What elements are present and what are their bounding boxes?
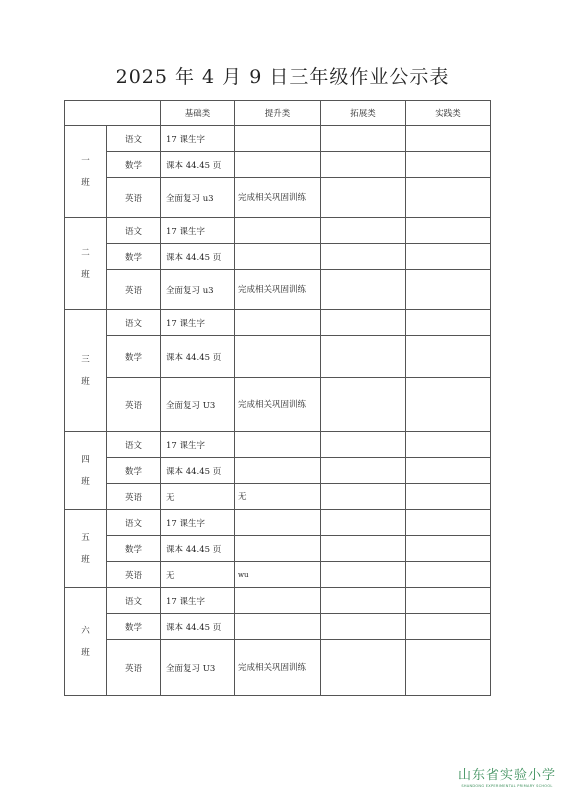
improve-homework-cell — [235, 432, 321, 458]
subject-cell: 数学 — [107, 244, 161, 270]
improve-homework-cell: 完成相关巩固训练 — [235, 378, 321, 432]
table-row — [65, 640, 491, 696]
improve-homework-cell: 完成相关巩固训练 — [235, 640, 321, 696]
extend-homework-cell — [321, 378, 406, 432]
subject-cell: 英语 — [107, 484, 161, 510]
practice-homework-cell — [406, 126, 491, 152]
class-name-cell: 六 班 — [65, 588, 107, 696]
logo-english-name: SHANDONG EXPERIMENTAL PRIMARY SCHOOL — [461, 784, 553, 788]
table-row — [65, 536, 491, 562]
header-blank — [65, 101, 161, 126]
basic-homework-cell: 全面复习 u3 — [161, 270, 235, 310]
improve-homework-cell — [235, 244, 321, 270]
subject-cell: 英语 — [107, 562, 161, 588]
practice-homework-cell — [406, 152, 491, 178]
practice-homework-cell — [406, 270, 491, 310]
basic-homework-cell: 全面复习 U3 — [161, 640, 235, 696]
table-row — [65, 588, 491, 614]
practice-homework-cell — [406, 458, 491, 484]
extend-homework-cell — [321, 126, 406, 152]
extend-homework-cell — [321, 310, 406, 336]
improve-homework-cell — [235, 126, 321, 152]
class-name-cell: 一 班 — [65, 126, 107, 218]
practice-homework-cell — [406, 218, 491, 244]
basic-homework-cell: 课本 44.45 页 — [161, 244, 235, 270]
improve-homework-cell — [235, 588, 321, 614]
table-row — [65, 562, 491, 588]
extend-homework-cell — [321, 588, 406, 614]
class-name-cell: 四 班 — [65, 432, 107, 510]
subject-cell: 英语 — [107, 270, 161, 310]
table-row — [65, 310, 491, 336]
improve-homework-cell — [235, 614, 321, 640]
extend-homework-cell — [321, 458, 406, 484]
header-basic: 基础类 — [161, 101, 235, 126]
school-logo — [458, 764, 556, 788]
subject-cell: 数学 — [107, 458, 161, 484]
basic-homework-cell: 17 课生字 — [161, 588, 235, 614]
improve-homework-cell — [235, 510, 321, 536]
practice-homework-cell — [406, 378, 491, 432]
extend-homework-cell — [321, 536, 406, 562]
basic-homework-cell: 17 课生字 — [161, 310, 235, 336]
extend-homework-cell — [321, 562, 406, 588]
basic-homework-cell: 17 课生字 — [161, 218, 235, 244]
subject-cell: 数学 — [107, 336, 161, 378]
subject-cell: 数学 — [107, 614, 161, 640]
practice-homework-cell — [406, 640, 491, 696]
subject-cell: 语文 — [107, 588, 161, 614]
subject-cell: 语文 — [107, 126, 161, 152]
table-row — [65, 510, 491, 536]
homework-table — [64, 100, 491, 696]
basic-homework-cell: 全面复习 u3 — [161, 178, 235, 218]
improve-homework-cell: 无 — [235, 484, 321, 510]
improve-homework-cell — [235, 310, 321, 336]
extend-homework-cell — [321, 484, 406, 510]
basic-homework-cell: 17 课生字 — [161, 432, 235, 458]
header-extend: 拓展类 — [321, 101, 406, 126]
class-name-cell: 五 班 — [65, 510, 107, 588]
subject-cell: 数学 — [107, 536, 161, 562]
subject-cell: 数学 — [107, 152, 161, 178]
extend-homework-cell — [321, 432, 406, 458]
practice-homework-cell — [406, 562, 491, 588]
basic-homework-cell: 无 — [161, 484, 235, 510]
improve-homework-cell — [235, 336, 321, 378]
subject-cell: 语文 — [107, 510, 161, 536]
practice-homework-cell — [406, 484, 491, 510]
header-row — [65, 101, 491, 126]
class-name-cell: 三 班 — [65, 310, 107, 432]
basic-homework-cell: 课本 44.45 页 — [161, 152, 235, 178]
basic-homework-cell: 17 课生字 — [161, 510, 235, 536]
class-name-cell: 二 班 — [65, 218, 107, 310]
subject-cell: 英语 — [107, 178, 161, 218]
extend-homework-cell — [321, 336, 406, 378]
subject-cell: 语文 — [107, 432, 161, 458]
table-row — [65, 432, 491, 458]
header-practice: 实践类 — [406, 101, 491, 126]
improve-homework-cell: wu — [235, 562, 321, 588]
extend-homework-cell — [321, 510, 406, 536]
table-row — [65, 614, 491, 640]
practice-homework-cell — [406, 336, 491, 378]
extend-homework-cell — [321, 270, 406, 310]
subject-cell: 英语 — [107, 640, 161, 696]
improve-homework-cell — [235, 458, 321, 484]
subject-cell: 语文 — [107, 310, 161, 336]
table-row — [65, 126, 491, 152]
improve-homework-cell: 完成相关巩固训练 — [235, 178, 321, 218]
improve-homework-cell: 完成相关巩固训练 — [235, 270, 321, 310]
basic-homework-cell: 无 — [161, 562, 235, 588]
table-row — [65, 178, 491, 218]
improve-homework-cell — [235, 218, 321, 244]
basic-homework-cell: 课本 44.45 页 — [161, 614, 235, 640]
practice-homework-cell — [406, 432, 491, 458]
basic-homework-cell: 课本 44.45 页 — [161, 336, 235, 378]
logo-chinese-name: 山东省实验小学 — [457, 768, 556, 783]
table-row — [65, 218, 491, 244]
practice-homework-cell — [406, 614, 491, 640]
extend-homework-cell — [321, 152, 406, 178]
extend-homework-cell — [321, 614, 406, 640]
header-improve: 提升类 — [235, 101, 321, 126]
improve-homework-cell — [235, 152, 321, 178]
basic-homework-cell: 全面复习 U3 — [161, 378, 235, 432]
practice-homework-cell — [406, 178, 491, 218]
basic-homework-cell: 课本 44.45 页 — [161, 536, 235, 562]
subject-cell: 语文 — [107, 218, 161, 244]
table-row — [65, 458, 491, 484]
table-row — [65, 484, 491, 510]
table-row — [65, 378, 491, 432]
practice-homework-cell — [406, 244, 491, 270]
practice-homework-cell — [406, 536, 491, 562]
extend-homework-cell — [321, 218, 406, 244]
table-row — [65, 152, 491, 178]
practice-homework-cell — [406, 510, 491, 536]
subject-cell: 英语 — [107, 378, 161, 432]
improve-homework-cell — [235, 536, 321, 562]
extend-homework-cell — [321, 178, 406, 218]
practice-homework-cell — [406, 588, 491, 614]
page-title: 2025 年 4 月 9 日三年级作业公示表 — [115, 66, 450, 88]
basic-homework-cell: 17 课生字 — [161, 126, 235, 152]
practice-homework-cell — [406, 310, 491, 336]
table-row — [65, 244, 491, 270]
extend-homework-cell — [321, 640, 406, 696]
basic-homework-cell: 课本 44.45 页 — [161, 458, 235, 484]
table-row — [65, 336, 491, 378]
extend-homework-cell — [321, 244, 406, 270]
table-row — [65, 270, 491, 310]
